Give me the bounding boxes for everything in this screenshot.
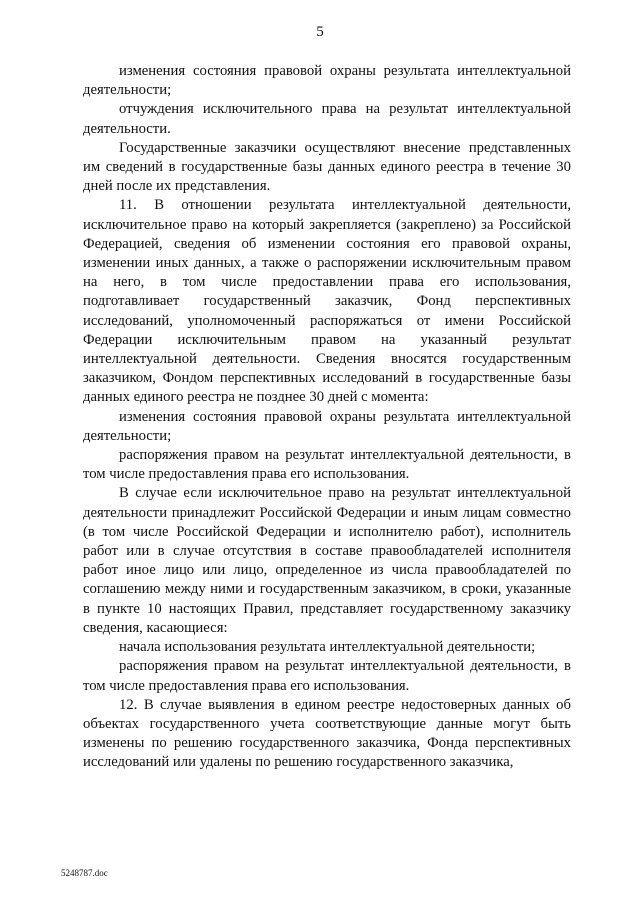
paragraph-6: распоряжения правом на результат интеллектуальной деятельности, в том числе предоставления права его использования. [83, 447, 571, 483]
paragraph-4: 11. В отношении результата интеллектуальной деятельности, исключительное право на который закрепляется (закреплено) за Российской Федерацией, сведения об изменении состояния его правовой охраны, изменении иных данных, а также о распоряжении исключительным правом на него, в том числе предоставлении права его использования, подготавливает государственный заказчик, Фонд перспективных исследований, уполномоченный распоряжаться от имени Российской Федерации исключительным правом на указанный результат интеллектуальной деятельности. Сведения вносятся государственным заказчиком, Фондом перспективных исследований в государственные базы данных единого реестра не позднее 30 дней с момента: [83, 197, 571, 406]
paragraph-5: изменения состояния правовой охраны результата интеллектуальной деятельности; [83, 408, 571, 444]
paragraph-10: 12. В случае выявления в едином реестре недостоверных данных об объектах государственного учета соответствующие данные могут быть изменены по решению государственного заказчика, Фонда перспективных исследований или удалены по решению государственного заказчика, [83, 696, 571, 771]
paragraph-1: изменения состояния правовой охраны результата интеллектуальной деятельности; [83, 63, 571, 99]
paragraph-2: отчуждения исключительного права на результат интеллектуальной деятельности. [83, 101, 571, 137]
paragraph-3: Государственные заказчики осуществляют внесение представленных им сведений в государственные базы данных единого реестра в течение 30 дней после их представления. [83, 139, 571, 195]
paragraph-9: распоряжения правом на результат интеллектуальной деятельности, в том числе предоставления права его использования. [83, 658, 571, 694]
paragraph-7: В случае если исключительное право на результат интеллектуальной деятельности принадлежит Российской Федерации и иным лицам совместно (в том числе Российской Федерации и исполнителю работ), исполнитель работ или в случае отсутствия в составе правообладателей исполнителя работ иное лицо или лицо, определенное из числа правообладателей по соглашению между ними и государственным заказчиком, в сроки, указанные в пункте 10 настоящих Правил, представляет государственному заказчику сведения, касающиеся: [83, 485, 571, 636]
document-filename: 5248787.doc [61, 868, 108, 878]
document-body [83, 62, 571, 773]
paragraph-8: начала использования результата интеллектуальной деятельности; [119, 639, 536, 656]
page-number: 5 [316, 24, 324, 40]
